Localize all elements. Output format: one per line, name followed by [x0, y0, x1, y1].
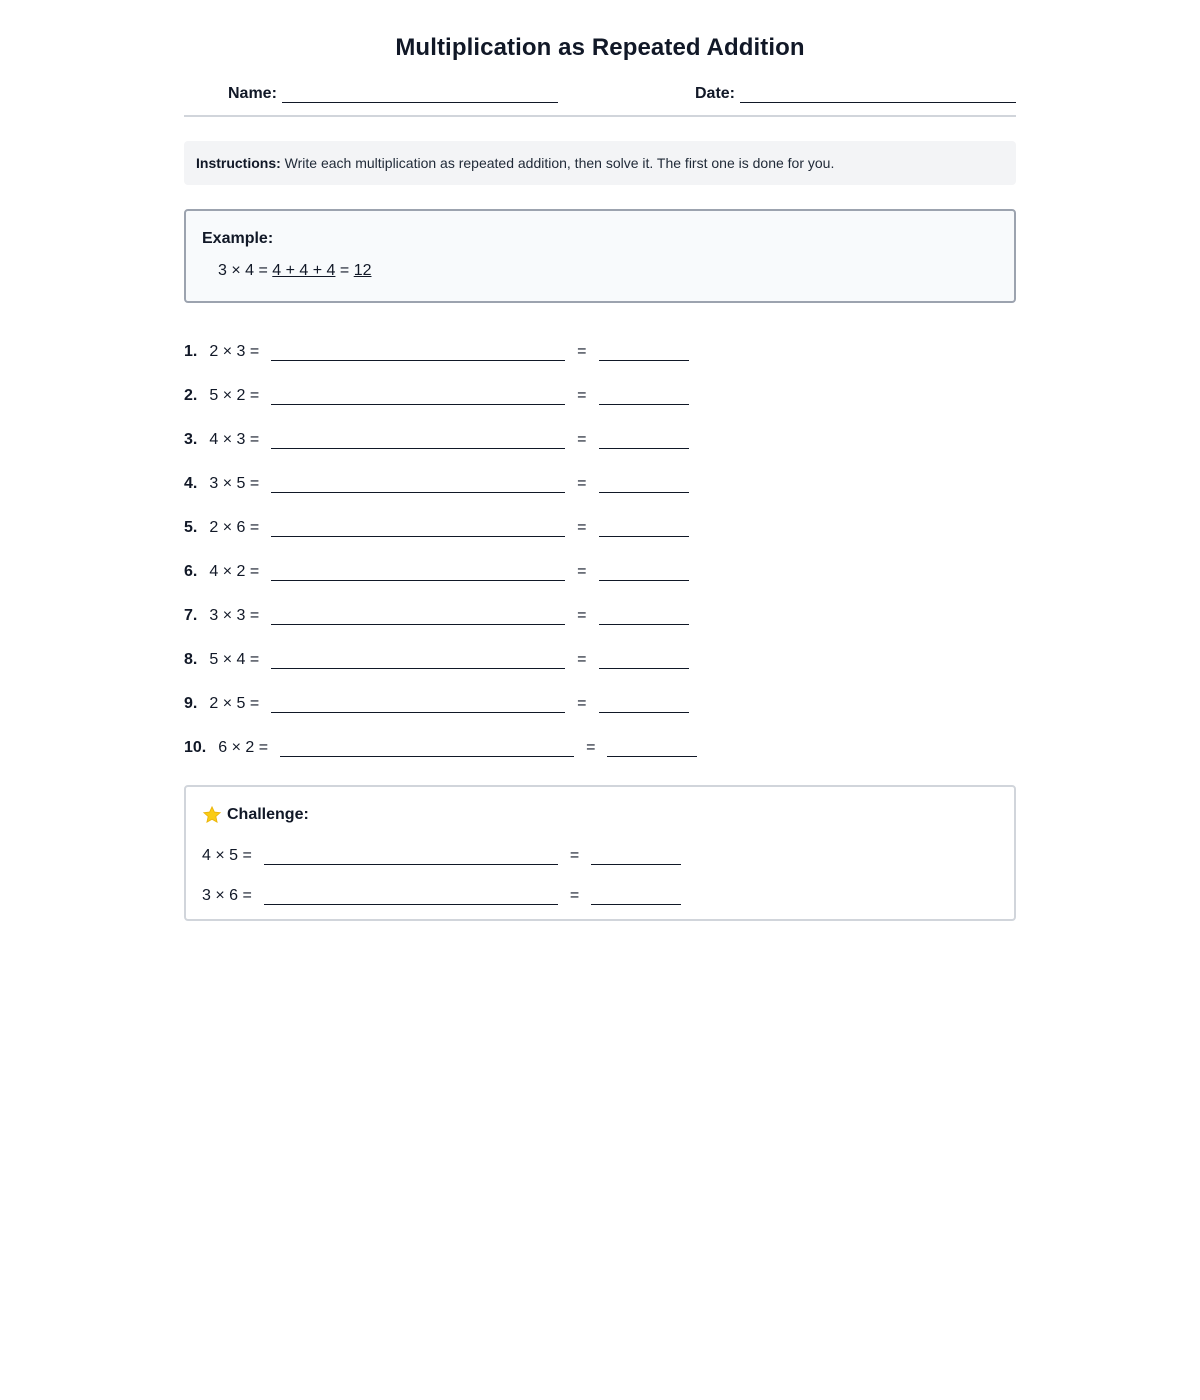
- instructions-text: Write each multiplication as repeated addition, then solve it. The first one is done for you.: [280, 155, 835, 171]
- example-equals: =: [339, 262, 350, 279]
- problem-row: [184, 537, 1016, 581]
- challenge-box: [184, 785, 1016, 921]
- challenge-row: [202, 825, 998, 865]
- problem-number: 9.: [184, 695, 198, 712]
- problem-list: [184, 325, 1016, 757]
- addition-blank[interactable]: [271, 386, 565, 405]
- problem-number: 2.: [184, 387, 198, 404]
- answer-blank[interactable]: [599, 474, 689, 493]
- problem-expression: 4 × 2 =: [209, 563, 260, 580]
- problem-row: [184, 581, 1016, 625]
- problem-number: 4.: [184, 475, 198, 492]
- equals-sign: =: [577, 607, 587, 624]
- answer-blank[interactable]: [599, 518, 689, 537]
- addition-blank[interactable]: [271, 430, 565, 449]
- addition-blank[interactable]: [264, 846, 558, 865]
- problem-row: [184, 405, 1016, 449]
- problem-expression: 5 × 2 =: [209, 387, 260, 404]
- example-expression: 3 × 4 =: [218, 262, 268, 279]
- problem-number: 7.: [184, 607, 198, 624]
- answer-blank[interactable]: [599, 386, 689, 405]
- addition-blank[interactable]: [271, 606, 565, 625]
- problem-row: [184, 625, 1016, 669]
- equals-sign: =: [569, 847, 580, 864]
- problem-row: [184, 713, 1016, 757]
- problem-row: [184, 325, 1016, 361]
- problem-expression: 4 × 3 =: [209, 431, 260, 448]
- name-blank[interactable]: [282, 84, 558, 103]
- challenge-row: [202, 865, 998, 905]
- header-fields: [184, 84, 1016, 117]
- equals-sign: =: [577, 519, 587, 536]
- problem-expression: 5 × 4 =: [209, 651, 260, 668]
- problem-expression: 3 × 3 =: [209, 607, 260, 624]
- challenge-expression: 3 × 6 =: [202, 887, 252, 904]
- addition-blank[interactable]: [271, 694, 565, 713]
- example-addition: 4 + 4 + 4: [272, 262, 336, 279]
- addition-blank[interactable]: [271, 518, 565, 537]
- challenge-heading: [202, 805, 998, 825]
- problem-number: 5.: [184, 519, 198, 536]
- addition-blank[interactable]: [280, 738, 574, 757]
- problem-expression: 2 × 6 =: [209, 519, 260, 536]
- problem-number: 3.: [184, 431, 198, 448]
- problem-expression: 6 × 2 =: [218, 739, 269, 756]
- date-label: Date:: [694, 85, 735, 102]
- equals-sign: =: [586, 739, 596, 756]
- addition-blank[interactable]: [264, 886, 558, 905]
- addition-blank[interactable]: [271, 342, 565, 361]
- equals-sign: =: [577, 475, 587, 492]
- problem-row: [184, 361, 1016, 405]
- problem-number: 6.: [184, 563, 198, 580]
- problem-expression: 3 × 5 =: [209, 475, 260, 492]
- addition-blank[interactable]: [271, 562, 565, 581]
- equals-sign: =: [569, 887, 580, 904]
- equals-sign: =: [577, 431, 587, 448]
- answer-blank[interactable]: [599, 430, 689, 449]
- example-title: Example:: [202, 230, 274, 247]
- equals-sign: =: [577, 695, 587, 712]
- name-field: [228, 84, 558, 103]
- answer-blank[interactable]: [607, 738, 697, 757]
- equals-sign: =: [577, 563, 587, 580]
- answer-blank[interactable]: [599, 606, 689, 625]
- problem-number: 8.: [184, 651, 198, 668]
- date-blank[interactable]: [740, 84, 1016, 103]
- challenge-title: Challenge:: [227, 806, 309, 823]
- problem-row: [184, 493, 1016, 537]
- answer-blank[interactable]: [591, 886, 681, 905]
- problem-expression: 2 × 5 =: [209, 695, 260, 712]
- instructions-box: [184, 141, 1016, 185]
- instructions-label: Instructions:: [196, 155, 281, 171]
- date-field: [695, 84, 1016, 103]
- equals-sign: =: [577, 343, 587, 360]
- addition-blank[interactable]: [271, 650, 565, 669]
- challenge-expression: 4 × 5 =: [202, 847, 252, 864]
- problem-row: [184, 669, 1016, 713]
- answer-blank[interactable]: [599, 342, 689, 361]
- problem-number: 1.: [184, 343, 198, 360]
- answer-blank[interactable]: [591, 846, 681, 865]
- equals-sign: =: [577, 651, 587, 668]
- worksheet-page: [184, 0, 1016, 921]
- name-label: Name:: [228, 85, 277, 102]
- example-equation: [218, 261, 998, 281]
- answer-blank[interactable]: [599, 650, 689, 669]
- star-icon: [202, 805, 222, 825]
- example-box: [184, 209, 1016, 303]
- problem-row: [184, 449, 1016, 493]
- answer-blank[interactable]: [599, 694, 689, 713]
- answer-blank[interactable]: [599, 562, 689, 581]
- problem-number: 10.: [184, 739, 207, 756]
- addition-blank[interactable]: [271, 474, 565, 493]
- problem-expression: 2 × 3 =: [209, 343, 260, 360]
- equals-sign: =: [577, 387, 587, 404]
- worksheet-title: Multiplication as Repeated Addition: [395, 34, 805, 61]
- example-answer: 12: [353, 262, 372, 279]
